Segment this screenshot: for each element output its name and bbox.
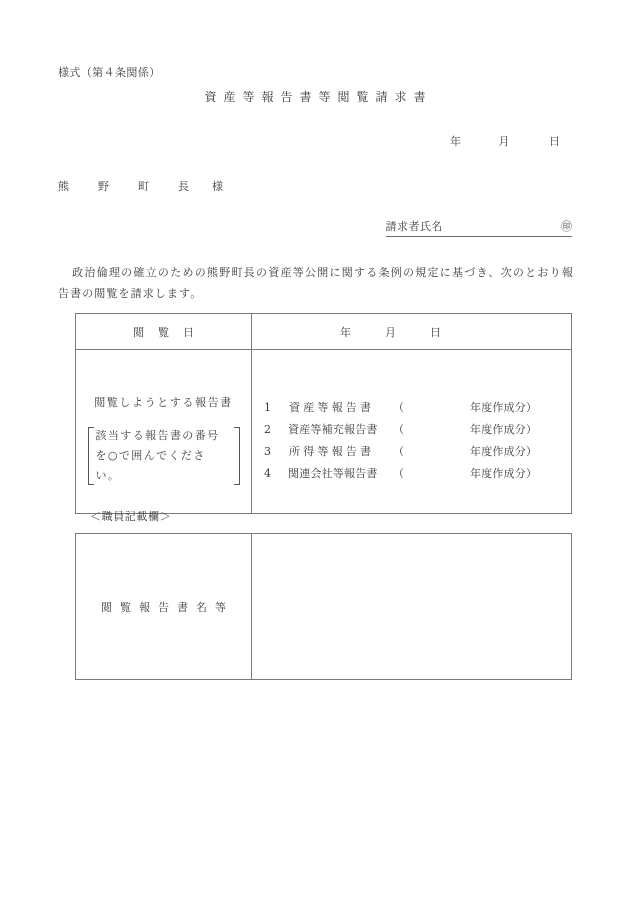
staff-section-heading: ＜職員記載欄＞ bbox=[90, 510, 172, 523]
table-row bbox=[76, 534, 572, 680]
viewing-date-month-label: 月 bbox=[385, 325, 396, 339]
requester-name-label: 請求者氏名 bbox=[385, 220, 443, 233]
document-title: 資産等報告書等閲覧請求書 bbox=[204, 90, 433, 104]
viewing-request-table bbox=[75, 313, 572, 514]
date-line bbox=[0, 133, 630, 149]
report-option-paren: （ bbox=[393, 400, 404, 414]
report-option-name: 関連会社等報告書 bbox=[288, 466, 378, 480]
report-option-2[interactable] bbox=[264, 419, 571, 441]
viewing-date-label: 閲覧日 bbox=[76, 314, 252, 350]
report-option-3[interactable] bbox=[264, 441, 571, 463]
report-option-year-label: 年度作成分） bbox=[470, 422, 538, 436]
staff-report-names-label: 閲覧報告書名等 bbox=[76, 534, 252, 680]
viewing-date-year-label: 年 bbox=[340, 325, 351, 339]
report-option-4[interactable] bbox=[264, 463, 571, 485]
requester-line bbox=[0, 218, 630, 237]
body-paragraph-text: 政治倫理の確立のための熊野町長の資産等公開に関する条例の規定に基づき、次のとおり報告書の閲覧を請求します。 bbox=[58, 266, 574, 300]
requester-name-field[interactable] bbox=[386, 218, 573, 237]
report-selection-label-cell bbox=[76, 350, 252, 514]
table-row bbox=[76, 314, 572, 350]
date-day-label: 日 bbox=[549, 135, 560, 148]
viewing-date-day-label: 日 bbox=[430, 325, 441, 339]
body-paragraph bbox=[58, 262, 574, 304]
report-option-year-label: 年度作成分） bbox=[470, 400, 538, 414]
report-option-number: 2 bbox=[264, 422, 271, 436]
date-month-label: 月 bbox=[498, 135, 510, 148]
date-year-label: 年 bbox=[450, 135, 461, 148]
seal-icon: ㊞ bbox=[561, 220, 572, 233]
report-selection-note-lines bbox=[94, 426, 234, 486]
report-option-name: 資産等報告書 bbox=[289, 400, 375, 414]
addressee bbox=[58, 178, 232, 194]
report-option-year-label: 年度作成分） bbox=[470, 444, 538, 458]
note-line: い。 bbox=[95, 468, 121, 482]
report-option-name: 所得等報告書 bbox=[289, 444, 375, 458]
viewing-date-field[interactable] bbox=[252, 314, 572, 350]
addressee-honorific: 様 bbox=[212, 180, 232, 193]
report-option-paren: （ bbox=[393, 444, 404, 458]
addressee-name: 熊 野 町 長 bbox=[58, 180, 198, 193]
staff-entry-table bbox=[75, 533, 572, 680]
report-option-number: 4 bbox=[264, 466, 271, 480]
report-options-cell bbox=[252, 350, 572, 514]
report-option-paren: （ bbox=[393, 466, 404, 480]
report-option-number: 1 bbox=[264, 400, 271, 414]
report-selection-note bbox=[76, 426, 251, 486]
report-option-number: 3 bbox=[264, 444, 271, 458]
note-line: 該当する報告書の番号 bbox=[95, 428, 220, 442]
report-option-year-label: 年度作成分） bbox=[470, 466, 538, 480]
report-option-1[interactable] bbox=[264, 397, 571, 419]
report-option-name: 資産等補充報告書 bbox=[288, 422, 378, 436]
staff-report-names-field[interactable] bbox=[252, 534, 572, 680]
bracket-right-icon bbox=[234, 426, 240, 486]
report-selection-title: 閲覧しようとする報告書 bbox=[94, 395, 233, 409]
report-option-paren: （ bbox=[393, 422, 404, 436]
table-row bbox=[76, 350, 572, 514]
form-code: 様式（第４条関係） bbox=[58, 66, 161, 79]
note-line: を○で囲んでくださ bbox=[95, 448, 206, 462]
bracket-left-icon bbox=[88, 426, 94, 486]
